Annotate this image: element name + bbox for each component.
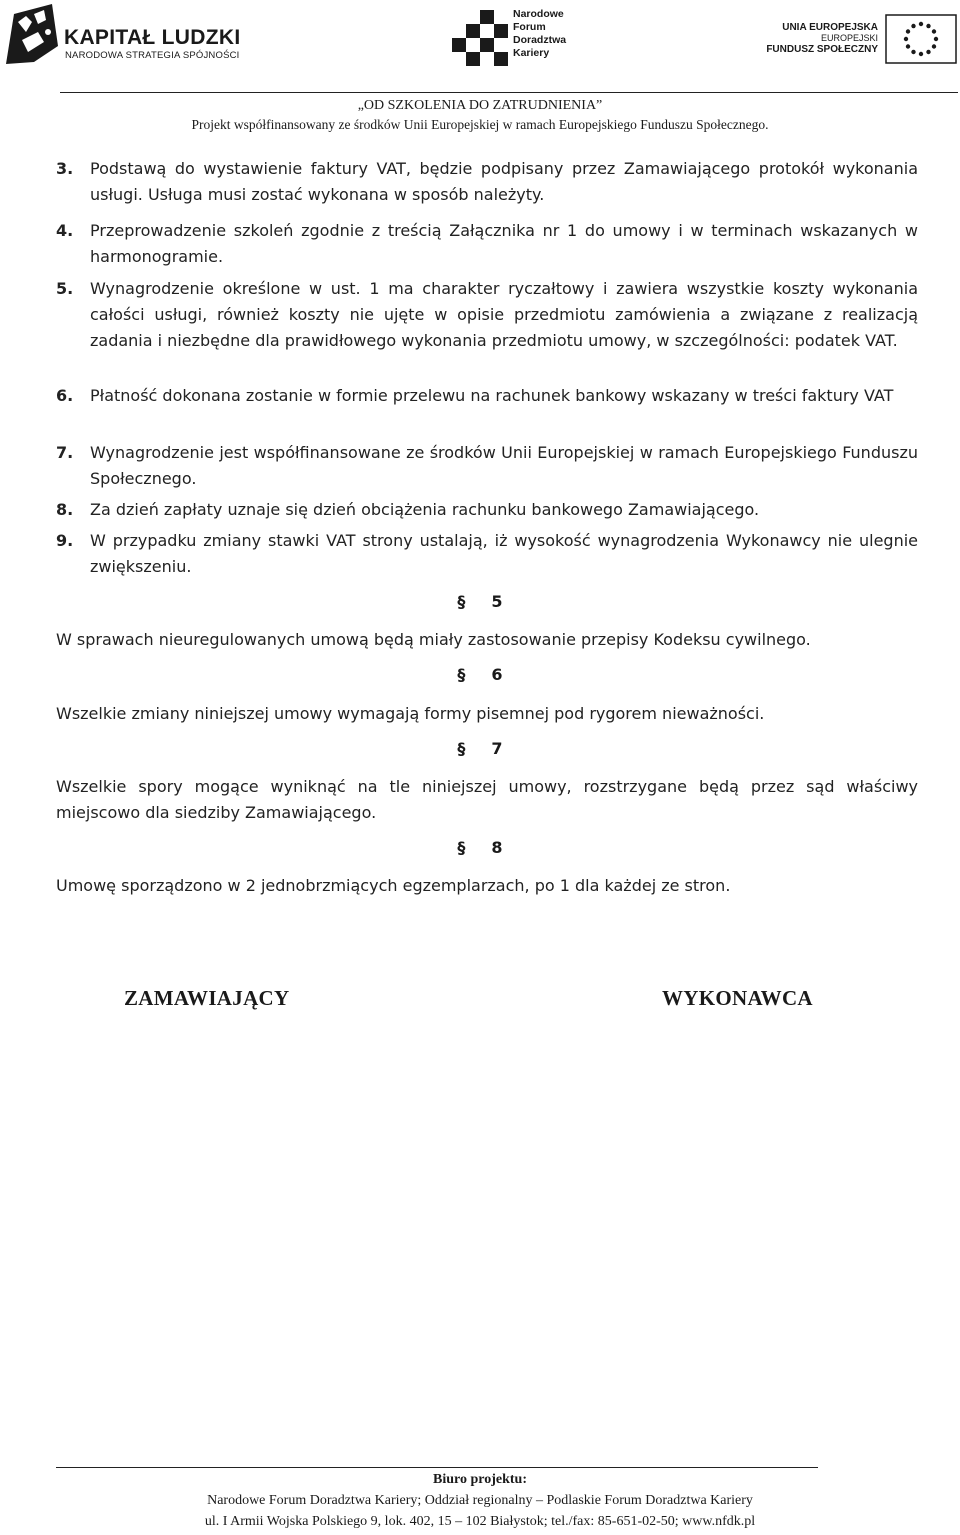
list-item xyxy=(56,383,918,409)
nfdk-line: Narodowe xyxy=(513,8,564,20)
section-number: 6 xyxy=(491,665,503,684)
eu-star-icon xyxy=(906,44,910,48)
eu-star-icon xyxy=(926,24,930,28)
item-text: W przypadku zmiany stawki VAT strony ustalają, iż wysokość wynagrodzenia Wykonawcy nie ulegnie zwiększeniu. xyxy=(90,531,918,576)
eu-star-icon xyxy=(932,29,936,33)
list-item xyxy=(56,528,918,580)
nfdk-stairs-icon xyxy=(450,8,510,70)
project-subtitle: Projekt współfinansowany ze środków Unii Europejskiej w ramach Europejskiego Funduszu Społecznego. xyxy=(191,117,769,132)
list-item xyxy=(56,440,918,492)
eu-star-icon xyxy=(911,24,915,28)
kapital-ludzki-title: KAPITAŁ LUDZKI xyxy=(64,26,241,49)
kapital-ludzki-subtitle: NARODOWA STRATEGIA SPÓJNOŚCI xyxy=(65,50,240,61)
eu-star-icon xyxy=(906,29,910,33)
item-number: 7. xyxy=(56,443,74,462)
kapital-ludzki-emblem-icon xyxy=(4,2,64,72)
list-item xyxy=(56,156,918,208)
section-number: 5 xyxy=(491,592,503,611)
list-item xyxy=(56,218,918,270)
header-divider xyxy=(60,92,958,93)
eu-line-3: FUNDUSZ SPOŁECZNY xyxy=(766,44,878,55)
eu-star-icon xyxy=(932,44,936,48)
section-number: 8 xyxy=(491,838,503,857)
section-heading xyxy=(0,838,960,857)
footer-organization: Narodowe Forum Doradztwa Kariery; Oddział regionalny – Podlaskie Forum Doradztwa Kariery xyxy=(207,1493,753,1508)
section-symbol: § xyxy=(457,665,466,684)
section-text: Wszelkie spory mogące wyniknąć na tle niniejszej umowy, rozstrzygane będą przez sąd właściwy miejscowo dla siedziby Zamawiającego. xyxy=(56,777,918,822)
item-text: Płatność dokonana zostanie w formie przelewu na rachunek bankowy wskazany w treści faktury VAT xyxy=(90,386,894,405)
nfdk-line: Kariery xyxy=(513,47,550,59)
nfdk-line: Doradztwa xyxy=(513,34,567,46)
section-text: Umowę sporządzono w 2 jednobrzmiących egzemplarzach, po 1 dla każdej ze stron. xyxy=(56,876,731,895)
eu-star-icon xyxy=(904,37,908,41)
project-title: „OD SZKOLENIA DO ZATRUDNIENIA” xyxy=(357,98,603,113)
list-item xyxy=(56,276,918,354)
section-heading xyxy=(0,665,960,684)
section-heading xyxy=(0,592,960,611)
footer-address: ul. I Armii Wojska Polskiego 9, lok. 402, 15 – 102 Białystok; tel./fax: 85-651-02-50; www.nfdk.pl xyxy=(204,1514,756,1529)
signature-ordering-party: ZAMAWIAJĄCY xyxy=(124,986,290,1010)
nfdk-logo-text xyxy=(513,8,566,60)
eu-flag-logo xyxy=(885,14,957,64)
footer-divider xyxy=(56,1467,818,1468)
item-text: Podstawą do wystawienie faktury VAT, będzie podpisany przez Zamawiającego protokół wykonania usługi. Usługa musi zostać wykonana w sposób należyty. xyxy=(90,159,918,204)
section-text: W sprawach nieuregulowanych umową będą miały zastosowanie przepisy Kodeksu cywilnego. xyxy=(56,630,811,649)
item-text: Wynagrodzenie jest współfinansowane ze środków Unii Europejskiej w ramach Europejskiego Funduszu Społecznego. xyxy=(90,443,918,488)
item-number: 3. xyxy=(56,159,74,178)
item-text: Wynagrodzenie określone w ust. 1 ma charakter ryczałtowy i zawiera wszystkie koszty wykonania całości usługi, również koszty nie ujęte w opisie przedmiotu zamówienia a związane z realizacją zadania i niezbędne dla prawidłowego wykonania przedmiotu umowy, w szczególności: podatek VAT. xyxy=(90,279,918,350)
item-number: 6. xyxy=(56,386,74,405)
eu-star-icon xyxy=(919,22,923,26)
list-item xyxy=(56,497,918,523)
eu-line-1: UNIA EUROPEJSKA xyxy=(782,22,878,33)
section-symbol: § xyxy=(457,838,466,857)
eu-star-icon xyxy=(911,50,915,54)
nfdk-line: Forum xyxy=(513,21,546,33)
item-text: Przeprowadzenie szkoleń zgodnie z treścią Załącznika nr 1 do umowy i w terminach wskazanych w harmonogramie. xyxy=(90,221,918,266)
eu-star-icon xyxy=(934,37,938,41)
item-number: 4. xyxy=(56,221,74,240)
item-text: Za dzień zapłaty uznaje się dzień obciążenia rachunku bankowego Zamawiającego. xyxy=(90,500,760,519)
section-text: Wszelkie zmiany niniejszej umowy wymagają formy pisemnej pod rygorem nieważności. xyxy=(56,704,765,723)
section-heading xyxy=(0,739,960,758)
item-number: 9. xyxy=(56,531,74,550)
section-symbol: § xyxy=(457,592,466,611)
eu-star-icon xyxy=(919,52,923,56)
item-number: 8. xyxy=(56,500,74,519)
footer-office-label: Biuro projektu: xyxy=(433,1472,527,1487)
signature-contractor: WYKONAWCA xyxy=(662,986,813,1010)
eu-star-icon xyxy=(926,50,930,54)
eu-stars-flag-icon xyxy=(885,14,957,64)
eu-line-2: EUROPEJSKI xyxy=(820,33,878,43)
item-number: 5. xyxy=(56,279,74,298)
section-symbol: § xyxy=(457,739,466,758)
section-number: 7 xyxy=(491,739,503,758)
eu-logo-text xyxy=(760,22,878,55)
